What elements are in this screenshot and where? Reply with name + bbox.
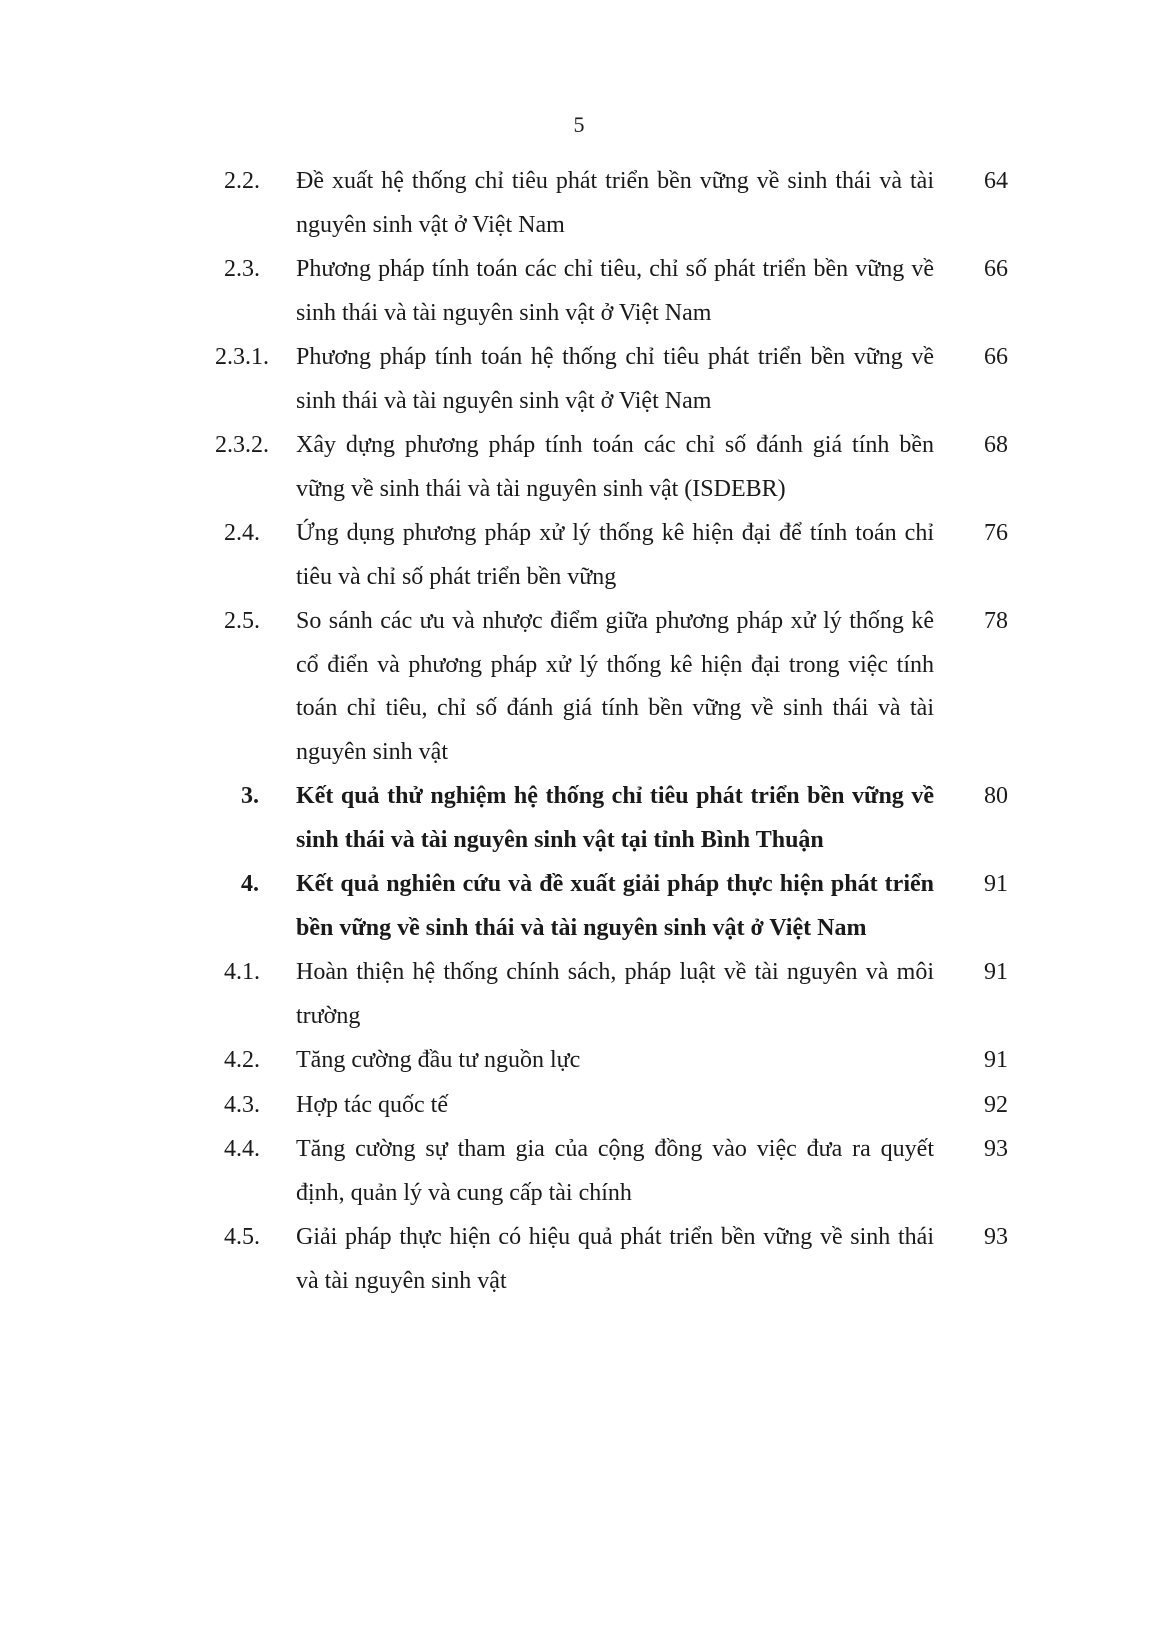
table-of-contents [200,160,1020,1304]
toc-entry-number: 3. [241,783,259,809]
toc-entry-number: 2.5. [224,608,260,634]
toc-entry-page: 91 [984,871,1008,897]
toc-entry-4-5[interactable] [200,1216,1020,1303]
toc-entry-3[interactable] [200,775,1020,862]
toc-entry-title: Giải pháp thực hiện có hiệu quả phát triển bền vững về sinh thái và tài nguyên sinh vật [296,1224,934,1294]
toc-entry-number: 2.3.2. [215,432,269,458]
toc-entry-4-4[interactable] [200,1128,1020,1215]
toc-entry-page: 91 [984,959,1008,985]
toc-entry-title: Xây dựng phương pháp tính toán các chỉ số đánh giá tính bền vững về sinh thái và tài nguyên sinh vật (ISDEBR) [296,432,934,502]
toc-entry-number: 4. [241,871,259,897]
toc-entry-title: Phương pháp tính toán các chỉ tiêu, chỉ số phát triển bền vững về sinh thái và tài nguyên sinh vật ở Việt Nam [296,256,934,326]
toc-entry-title: Kết quả thử nghiệm hệ thống chỉ tiêu phát triển bền vững về sinh thái và tài nguyên sinh vật tại tỉnh Bình Thuận [296,783,934,853]
toc-entry-page: 68 [984,432,1008,458]
toc-entry-page: 66 [984,344,1008,370]
toc-entry-number: 4.2. [224,1047,260,1073]
toc-entry-title: Tăng cường sự tham gia của cộng đồng vào việc đưa ra quyết định, quản lý và cung cấp tài chính [296,1136,934,1206]
page-number: 5 [573,112,585,137]
toc-entry-page: 76 [984,520,1008,546]
toc-entry-2-3[interactable] [200,248,1020,335]
toc-entry-number: 2.3.1. [215,344,269,370]
toc-entry-4-3[interactable] [200,1084,1020,1128]
toc-entry-title: Phương pháp tính toán hệ thống chỉ tiêu phát triển bền vững về sinh thái và tài nguyên sinh vật ở Việt Nam [296,344,934,414]
toc-entry-2-3-1[interactable] [200,336,1020,423]
toc-entry-page: 93 [984,1224,1008,1250]
toc-entry-title: Tăng cường đầu tư nguồn lực [296,1047,581,1073]
toc-entry-page: 78 [984,608,1008,634]
toc-entry-page: 91 [984,1047,1008,1073]
toc-entry-number: 4.1. [224,959,260,985]
toc-entry-number: 2.3. [224,256,260,282]
toc-entry-title: Ứng dụng phương pháp xử lý thống kê hiện đại để tính toán chỉ tiêu và chỉ số phát triển bền vững [296,520,934,590]
toc-entry-title: Hợp tác quốc tế [296,1091,448,1118]
toc-entry-page: 80 [984,783,1008,809]
toc-entry-title: Kết quả nghiên cứu và đề xuất giải pháp thực hiện phát triển bền vững về sinh thái và tài nguyên sinh vật ở Việt Nam [296,871,934,941]
toc-entry-number: 4.3. [224,1091,260,1118]
toc-entry-page: 64 [984,168,1008,194]
toc-entry-page: 92 [984,1091,1008,1118]
toc-entry-number: 4.4. [224,1136,260,1162]
toc-entry-number: 2.2. [224,168,260,194]
toc-entry-4-2[interactable] [200,1039,1020,1083]
toc-entry-title: Đề xuất hệ thống chỉ tiêu phát triển bền vững về sinh thái và tài nguyên sinh vật ở Việt Nam [296,168,934,238]
toc-entry-page: 66 [984,256,1008,282]
toc-entry-2-4[interactable] [200,512,1020,599]
toc-entry-2-2[interactable] [200,160,1020,247]
toc-entry-2-3-2[interactable] [200,424,1020,511]
toc-entry-page: 93 [984,1136,1008,1162]
toc-entry-4[interactable] [200,863,1020,950]
toc-entry-title: Hoàn thiện hệ thống chính sách, pháp luật về tài nguyên và môi trường [296,959,934,1029]
toc-entry-number: 4.5. [224,1224,260,1250]
toc-entry-number: 2.4. [224,520,260,546]
toc-entry-4-1[interactable] [200,951,1020,1038]
toc-entry-2-5[interactable] [200,600,1020,774]
toc-entry-title: So sánh các ưu và nhược điểm giữa phương pháp xử lý thống kê cổ điển và phương pháp xử lý thống kê hiện đại trong việc tính toán chỉ tiêu, chỉ số đánh giá tính bền vững về sinh thái và tài nguyên sinh vật [296,608,934,765]
